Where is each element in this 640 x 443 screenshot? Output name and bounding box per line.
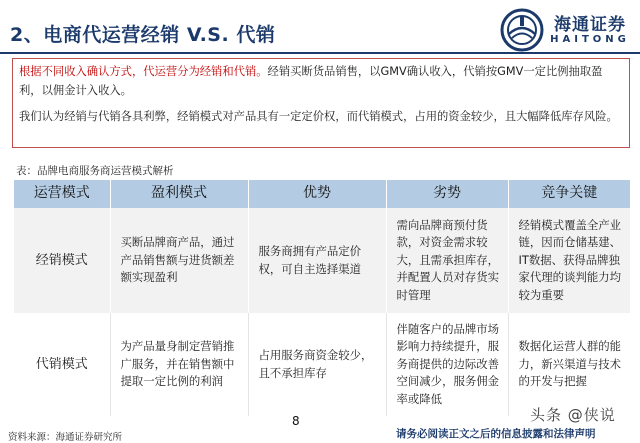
cell-mode: 代销模式 [14,313,110,416]
haitong-logo [500,4,636,58]
cell-profit: 为产品量身制定营销推广服务，并在销售额中提取一定比例的利润 [110,313,248,416]
data-source: 资料来源：海通证券研究所 [8,432,123,443]
cell-key: 数据化运营人群的能力，新兴渠道与技术的开发与把握 [508,313,630,416]
cell-advantage: 服务商拥有产品定价权，可自主选择渠道 [248,208,386,313]
cell-advantage: 占用服务商资金较少，且不承担库存 [248,313,386,416]
summary-highlight: 根据不同收入确认方式，代运营分为经销和代销。 [19,65,268,78]
summary-paragraph-2: 我们认为经销与代销各具利弊，经销模式对产品具有一定定价权，而代销模式，占用的资金较少，且大幅降低库存风险。 [19,110,618,123]
cell-profit: 买断品牌商产品，通过产品销售额与进货额差额实现盈利 [110,208,248,313]
column-header: 盈利模式 [110,180,248,208]
haitong-emblem-icon [500,8,544,52]
model-comparison-table [14,180,630,416]
watermark: 头条 @侠说 [530,406,616,424]
cell-mode: 经销模式 [14,208,110,313]
table-row [14,313,630,416]
cell-key: 经销模式覆盖全产业链，因而仓储基建、IT数据、获得品牌独家代理的谈判能力均较为重要 [508,208,630,313]
title-divider [0,52,640,54]
summary-text: 经销买断货品销售，以GMV确认收入，代销按GMV一定比例抽取盈利，以佣金计入收入。 [19,65,603,97]
column-header: 竞争关键 [508,180,630,208]
table-header-row [14,180,630,208]
table-caption: 表：品牌电商服务商运营模式解析 [16,165,174,177]
summary-box [12,58,630,148]
page-number: 8 [292,414,300,428]
column-header: 劣势 [386,180,508,208]
page-title: 2、电商代运营经销 V.S. 代销 [10,24,276,46]
cell-disadvantage: 伴随客户的品牌市场影响力持续提升，服务商提供的边际改善空间减少，服务佣金率或降低 [386,313,508,416]
column-header: 运营模式 [14,180,110,208]
logo-english-name: HAITONG [550,34,630,45]
table-row [14,208,630,313]
cell-disadvantage: 需向品牌商预付货款，对资金需求较大，且需承担库存，并配置人员对存货实时管理 [386,208,508,313]
logo-chinese-name: 海通证券 [554,15,626,35]
column-header: 优势 [248,180,386,208]
summary-paragraph-1 [19,63,623,100]
disclaimer-note: 请务必阅读正文之后的信息披露和法律声明 [396,428,596,440]
